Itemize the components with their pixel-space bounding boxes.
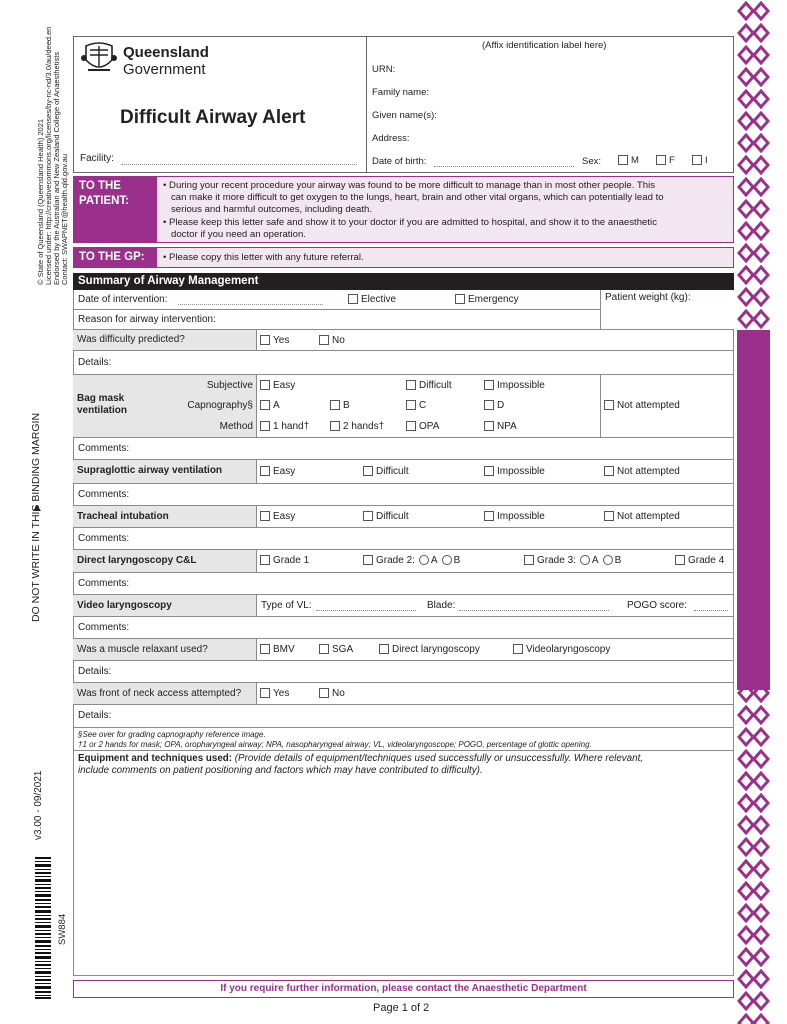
predicted-no-checkbox[interactable] bbox=[319, 335, 329, 345]
row-comments-sga[interactable] bbox=[73, 484, 734, 506]
emergency-option[interactable] bbox=[455, 294, 519, 305]
bmv-not-attempted-checkbox[interactable] bbox=[604, 400, 614, 410]
page-title: Difficult Airway Alert bbox=[120, 107, 306, 128]
fona-no[interactable] bbox=[319, 688, 345, 699]
dob-label: Date of birth: bbox=[372, 156, 427, 167]
binding-arrow-icon bbox=[33, 505, 41, 511]
bmv-label-1: Bag mask bbox=[77, 393, 125, 404]
sga-not-attempted-checkbox[interactable] bbox=[604, 466, 614, 476]
sex-m-text: M bbox=[631, 155, 639, 166]
grade4-text: Grade 4 bbox=[688, 555, 725, 566]
predicted-label: Was difficulty predicted? bbox=[73, 330, 257, 350]
sex-f-option[interactable] bbox=[656, 155, 675, 166]
blade-label: Blade: bbox=[427, 600, 456, 611]
form-code: SW884 bbox=[57, 913, 68, 945]
tracheal-impossible[interactable] bbox=[484, 511, 545, 522]
summary-title: Summary of Airway Management bbox=[78, 275, 259, 287]
pogo-label: POGO score: bbox=[627, 600, 688, 611]
row-sga bbox=[73, 460, 734, 484]
bmv-impossible-checkbox[interactable] bbox=[484, 380, 494, 390]
fona-yes-text: Yes bbox=[273, 688, 290, 699]
two-hands-text: 2 hands† bbox=[343, 421, 385, 432]
urn-label: URN: bbox=[372, 64, 396, 75]
elective-option[interactable] bbox=[348, 294, 396, 305]
cap-d-text: D bbox=[497, 400, 505, 411]
cap-d-checkbox[interactable] bbox=[484, 400, 494, 410]
bmv-difficult-text: Difficult bbox=[419, 380, 452, 391]
to-patient-panel bbox=[73, 176, 734, 243]
grade2-a-text: A bbox=[430, 555, 438, 566]
row-fona bbox=[73, 683, 734, 705]
row-comments-vl[interactable] bbox=[73, 617, 734, 639]
grade3-a-text: A bbox=[591, 555, 599, 566]
relaxant-dl-text: Direct laryngoscopy bbox=[392, 644, 480, 655]
method-label: Method bbox=[219, 421, 253, 432]
relaxant-bmv[interactable] bbox=[260, 644, 295, 655]
equipment-line-1 bbox=[78, 753, 643, 764]
to-gp-text: • Please copy this letter with any future referral. bbox=[163, 252, 364, 263]
footnote-capnography: §See over for grading capnography reference image. bbox=[78, 730, 266, 739]
footnote-divider bbox=[74, 750, 733, 751]
bmv-difficult[interactable] bbox=[406, 380, 452, 391]
cap-c-checkbox[interactable] bbox=[406, 400, 416, 410]
row-tracheal bbox=[73, 506, 734, 528]
row-comments-bmv[interactable] bbox=[73, 438, 734, 460]
row-comments-tracheal[interactable] bbox=[73, 528, 734, 550]
sex-label: Sex: bbox=[582, 156, 602, 167]
cap-a-checkbox[interactable] bbox=[260, 400, 270, 410]
one-hand-checkbox[interactable] bbox=[260, 421, 270, 431]
pogo-field[interactable] bbox=[694, 610, 728, 611]
sex-i-option[interactable] bbox=[692, 155, 708, 166]
given-names-label: Given name(s): bbox=[372, 110, 437, 121]
bmv-impossible-text: Impossible bbox=[497, 380, 545, 391]
weight-label: Patient weight (kg): bbox=[605, 292, 691, 303]
relaxant-dl-checkbox[interactable] bbox=[379, 644, 389, 654]
copyright-line-1: © State of Queensland (Queensland Health) 2021 bbox=[36, 118, 45, 285]
equipment-label: Equipment and techniques used: bbox=[78, 753, 233, 764]
facility-field[interactable] bbox=[121, 164, 357, 165]
dl-grade3[interactable] bbox=[524, 555, 621, 566]
equipment-instructions-1: (Provide details of equipment/techniques used successfully or unsuccessfully. Where relevant, bbox=[234, 753, 644, 764]
predicted-yes-text: Yes bbox=[273, 335, 290, 346]
footer-contact-box bbox=[73, 980, 734, 998]
grade2-text: Grade 2: bbox=[376, 555, 415, 566]
cap-a[interactable] bbox=[260, 400, 280, 411]
comments-label: Comments: bbox=[78, 533, 130, 544]
cap-b-checkbox[interactable] bbox=[330, 400, 340, 410]
sga-not-attempted-text: Not attempted bbox=[617, 466, 680, 477]
footer-contact-text: If you require further information, please contact the Anaesthetic Department bbox=[220, 983, 587, 994]
facility-label: Facility: bbox=[80, 153, 114, 164]
cap-c[interactable] bbox=[406, 400, 426, 411]
address-label: Address: bbox=[372, 133, 410, 144]
copyright-line-4: Contact: SWAPNET@health.qld.gov.au bbox=[60, 153, 69, 285]
relaxant-bmv-checkbox[interactable] bbox=[260, 644, 270, 654]
predicted-no-text: No bbox=[332, 335, 345, 346]
sga-easy-checkbox[interactable] bbox=[260, 466, 270, 476]
equipment-box[interactable] bbox=[73, 728, 734, 976]
cap-b-text: B bbox=[343, 400, 350, 411]
comments-label: Comments: bbox=[78, 622, 130, 633]
grade3-checkbox[interactable] bbox=[524, 555, 534, 565]
sga-not-attempted[interactable] bbox=[604, 466, 680, 477]
relaxant-sga-checkbox[interactable] bbox=[319, 644, 329, 654]
cap-d[interactable] bbox=[484, 400, 504, 411]
dl-label: Direct laryngoscopy C&L bbox=[73, 550, 257, 572]
sex-i-checkbox[interactable] bbox=[692, 155, 702, 165]
logo-queensland: Queensland bbox=[123, 44, 209, 61]
side-banner-title: DIFFICULT AIRWAY ALERT bbox=[766, 355, 787, 631]
sex-m-option[interactable] bbox=[618, 155, 639, 166]
relaxant-vl[interactable] bbox=[513, 644, 610, 655]
tracheal-difficult-text: Difficult bbox=[376, 511, 409, 522]
fona-no-checkbox[interactable] bbox=[319, 688, 329, 698]
emergency-text: Emergency bbox=[468, 294, 519, 305]
method-npa[interactable] bbox=[484, 421, 517, 432]
relaxant-dl[interactable] bbox=[379, 644, 480, 655]
type-vl-field[interactable] bbox=[316, 610, 416, 611]
bmv-label-cell bbox=[73, 375, 257, 437]
relaxant-label: Was a muscle relaxant used? bbox=[73, 639, 257, 660]
grade3-a-radio[interactable] bbox=[580, 555, 590, 565]
method-two-hands[interactable] bbox=[330, 421, 384, 432]
comments-label: Comments: bbox=[78, 443, 130, 454]
grade2-checkbox[interactable] bbox=[363, 555, 373, 565]
fona-label: Was front of neck access attempted? bbox=[73, 683, 257, 704]
sga-impossible[interactable] bbox=[484, 466, 545, 477]
sga-impossible-checkbox[interactable] bbox=[484, 466, 494, 476]
details-label: Details: bbox=[78, 357, 112, 368]
date-label: Date of intervention: bbox=[78, 294, 168, 305]
row-comments-dl[interactable] bbox=[73, 573, 734, 595]
tracheal-easy[interactable] bbox=[260, 511, 295, 522]
method-one-hand[interactable] bbox=[260, 421, 309, 432]
type-vl-label: Type of VL: bbox=[261, 600, 312, 611]
capnography-label: Capnography§ bbox=[187, 400, 253, 411]
tracheal-label: Tracheal intubation bbox=[73, 506, 257, 527]
tracheal-difficult-checkbox[interactable] bbox=[363, 511, 373, 521]
to-gp-label: TO THE GP: bbox=[79, 251, 145, 263]
row-relaxant bbox=[73, 639, 734, 661]
sex-m-checkbox[interactable] bbox=[618, 155, 628, 165]
date-field[interactable] bbox=[178, 304, 323, 305]
grade1-text: Grade 1 bbox=[273, 555, 310, 566]
relaxant-sga[interactable] bbox=[319, 644, 353, 655]
to-patient-label-2: PATIENT: bbox=[79, 195, 130, 207]
sga-difficult-text: Difficult bbox=[376, 466, 409, 477]
page-number: Page 1 of 2 bbox=[373, 1002, 430, 1014]
footnote-abbreviations: †1 or 2 hands for mask; OPA, oropharyngeal airway; NPA, nasopharyngeal airway; VL, videolaryngoscope; POGO, percentage of glottic opening. bbox=[78, 740, 592, 749]
bmv-easy-checkbox[interactable] bbox=[260, 380, 270, 390]
tracheal-difficult[interactable] bbox=[363, 511, 409, 522]
qld-crest-icon bbox=[80, 40, 118, 76]
row-details-3[interactable] bbox=[73, 705, 734, 728]
sex-f-text: F bbox=[669, 155, 675, 166]
equipment-line-2: include comments on patient positioning and factors which may have contributed to difficulty). bbox=[78, 765, 483, 776]
relaxant-vl-checkbox[interactable] bbox=[513, 644, 523, 654]
row-details-2[interactable] bbox=[73, 661, 734, 683]
dob-field[interactable] bbox=[434, 166, 574, 167]
bmv-not-attempted[interactable] bbox=[604, 400, 680, 411]
predicted-yes-checkbox[interactable] bbox=[260, 335, 270, 345]
dl-grade4[interactable] bbox=[675, 555, 724, 566]
opa-checkbox[interactable] bbox=[406, 421, 416, 431]
predicted-yes[interactable] bbox=[260, 335, 289, 346]
barcode bbox=[35, 855, 51, 1000]
elective-checkbox[interactable] bbox=[348, 294, 358, 304]
cap-c-text: C bbox=[419, 400, 427, 411]
grade2-a-radio[interactable] bbox=[419, 555, 429, 565]
details-label: Details: bbox=[78, 710, 112, 721]
sga-easy[interactable] bbox=[260, 466, 295, 477]
sga-difficult[interactable] bbox=[363, 466, 409, 477]
opa-text: OPA bbox=[419, 421, 440, 432]
bmv-easy[interactable] bbox=[260, 380, 295, 391]
grade1-checkbox[interactable] bbox=[260, 555, 270, 565]
weight-cell[interactable] bbox=[600, 290, 734, 330]
bmv-easy-text: Easy bbox=[273, 380, 296, 391]
grade3-b-radio[interactable] bbox=[603, 555, 613, 565]
sga-difficult-checkbox[interactable] bbox=[363, 466, 373, 476]
tracheal-impossible-checkbox[interactable] bbox=[484, 511, 494, 521]
row-predicted bbox=[73, 330, 734, 351]
grade4-checkbox[interactable] bbox=[675, 555, 685, 565]
to-gp-panel bbox=[73, 247, 734, 268]
blade-field[interactable] bbox=[459, 610, 609, 611]
comments-label: Comments: bbox=[78, 489, 130, 500]
emergency-checkbox[interactable] bbox=[455, 294, 465, 304]
relaxant-bmv-text: BMV bbox=[273, 644, 295, 655]
row-dl bbox=[73, 550, 734, 573]
subjective-label: Subjective bbox=[206, 380, 253, 391]
method-opa[interactable] bbox=[406, 421, 439, 432]
tracheal-easy-text: Easy bbox=[273, 511, 296, 522]
grade2-b-text: B bbox=[453, 555, 461, 566]
fona-yes-checkbox[interactable] bbox=[260, 688, 270, 698]
tracheal-impossible-text: Impossible bbox=[497, 511, 545, 522]
details-label: Details: bbox=[78, 666, 112, 677]
fona-no-text: No bbox=[332, 688, 345, 699]
bmv-label-2: ventilation bbox=[77, 405, 128, 416]
to-patient-line-4: • Please keep this letter safe and show it to your doctor if you are admitted to hospital, and show it to the anaesthetic bbox=[163, 217, 657, 228]
tracheal-not-attempted-text: Not attempted bbox=[617, 511, 680, 522]
to-patient-line-1: • During your recent procedure your airway was found to be more difficult to manage than in most other people. This bbox=[163, 180, 656, 191]
affix-label: (Affix identification label here) bbox=[482, 40, 607, 51]
npa-text: NPA bbox=[497, 421, 517, 432]
side-banner bbox=[737, 0, 787, 1024]
tracheal-not-attempted[interactable] bbox=[604, 511, 680, 522]
header-divider bbox=[366, 36, 367, 173]
cap-a-text: A bbox=[273, 400, 280, 411]
binding-margin-warning: DO NOT WRITE IN THIS BINDING MARGIN bbox=[30, 412, 42, 622]
copyright-line-3: Endorsed by the Australian and New Zealand College of Anaesthetists bbox=[52, 51, 61, 285]
predicted-no[interactable] bbox=[319, 335, 345, 346]
relaxant-sga-text: SGA bbox=[332, 644, 354, 655]
comments-label: Comments: bbox=[78, 578, 130, 589]
bmv-difficult-checkbox[interactable] bbox=[406, 380, 416, 390]
to-patient-line-5: doctor if you need an operation. bbox=[171, 229, 306, 240]
to-patient-label-1: TO THE bbox=[79, 180, 121, 192]
grade2-b-radio[interactable] bbox=[442, 555, 452, 565]
family-name-label: Family name: bbox=[372, 87, 430, 98]
row-reason[interactable] bbox=[73, 310, 600, 330]
to-patient-line-3: serious and harmful outcomes, including death. bbox=[171, 204, 373, 215]
one-hand-text: 1 hand† bbox=[273, 421, 310, 432]
elective-text: Elective bbox=[361, 294, 397, 305]
cap-b[interactable] bbox=[330, 400, 350, 411]
version-label: v3.00 - 09/2021 bbox=[33, 770, 44, 840]
vl-label: Video laryngoscopy bbox=[73, 595, 257, 616]
bmv-impossible[interactable] bbox=[484, 380, 545, 391]
tracheal-easy-checkbox[interactable] bbox=[260, 511, 270, 521]
row-details-1[interactable] bbox=[73, 351, 734, 375]
to-patient-line-2: can make it more difficult to get oxygen to the lungs, heart, brain and other vital organs, which can potentially lead to bbox=[171, 192, 664, 203]
dl-grade2[interactable] bbox=[363, 555, 460, 566]
sex-f-checkbox[interactable] bbox=[656, 155, 666, 165]
relaxant-vl-text: Videolaryngoscopy bbox=[526, 644, 611, 655]
dl-grade1[interactable] bbox=[260, 555, 309, 566]
npa-checkbox[interactable] bbox=[484, 421, 494, 431]
sga-label: Supraglottic airway ventilation bbox=[73, 460, 257, 483]
sga-easy-text: Easy bbox=[273, 466, 296, 477]
logo-government: Government bbox=[123, 61, 206, 78]
bmv-not-attempted-text: Not attempted bbox=[617, 400, 680, 411]
summary-bar bbox=[73, 273, 734, 290]
two-hands-checkbox[interactable] bbox=[330, 421, 340, 431]
row-vl bbox=[73, 595, 734, 617]
row-bmv bbox=[73, 375, 734, 438]
grade3-text: Grade 3: bbox=[537, 555, 576, 566]
sga-impossible-text: Impossible bbox=[497, 466, 545, 477]
grade3-b-text: B bbox=[614, 555, 622, 566]
fona-yes[interactable] bbox=[260, 688, 289, 699]
reason-label: Reason for airway intervention: bbox=[78, 314, 216, 325]
sex-i-text: I bbox=[705, 155, 708, 166]
copyright-line-2: Licensed under: http://creativecommons.org/licenses/by-nc-nd/3.0/au/deed.en bbox=[44, 26, 53, 285]
tracheal-not-attempted-checkbox[interactable] bbox=[604, 511, 614, 521]
